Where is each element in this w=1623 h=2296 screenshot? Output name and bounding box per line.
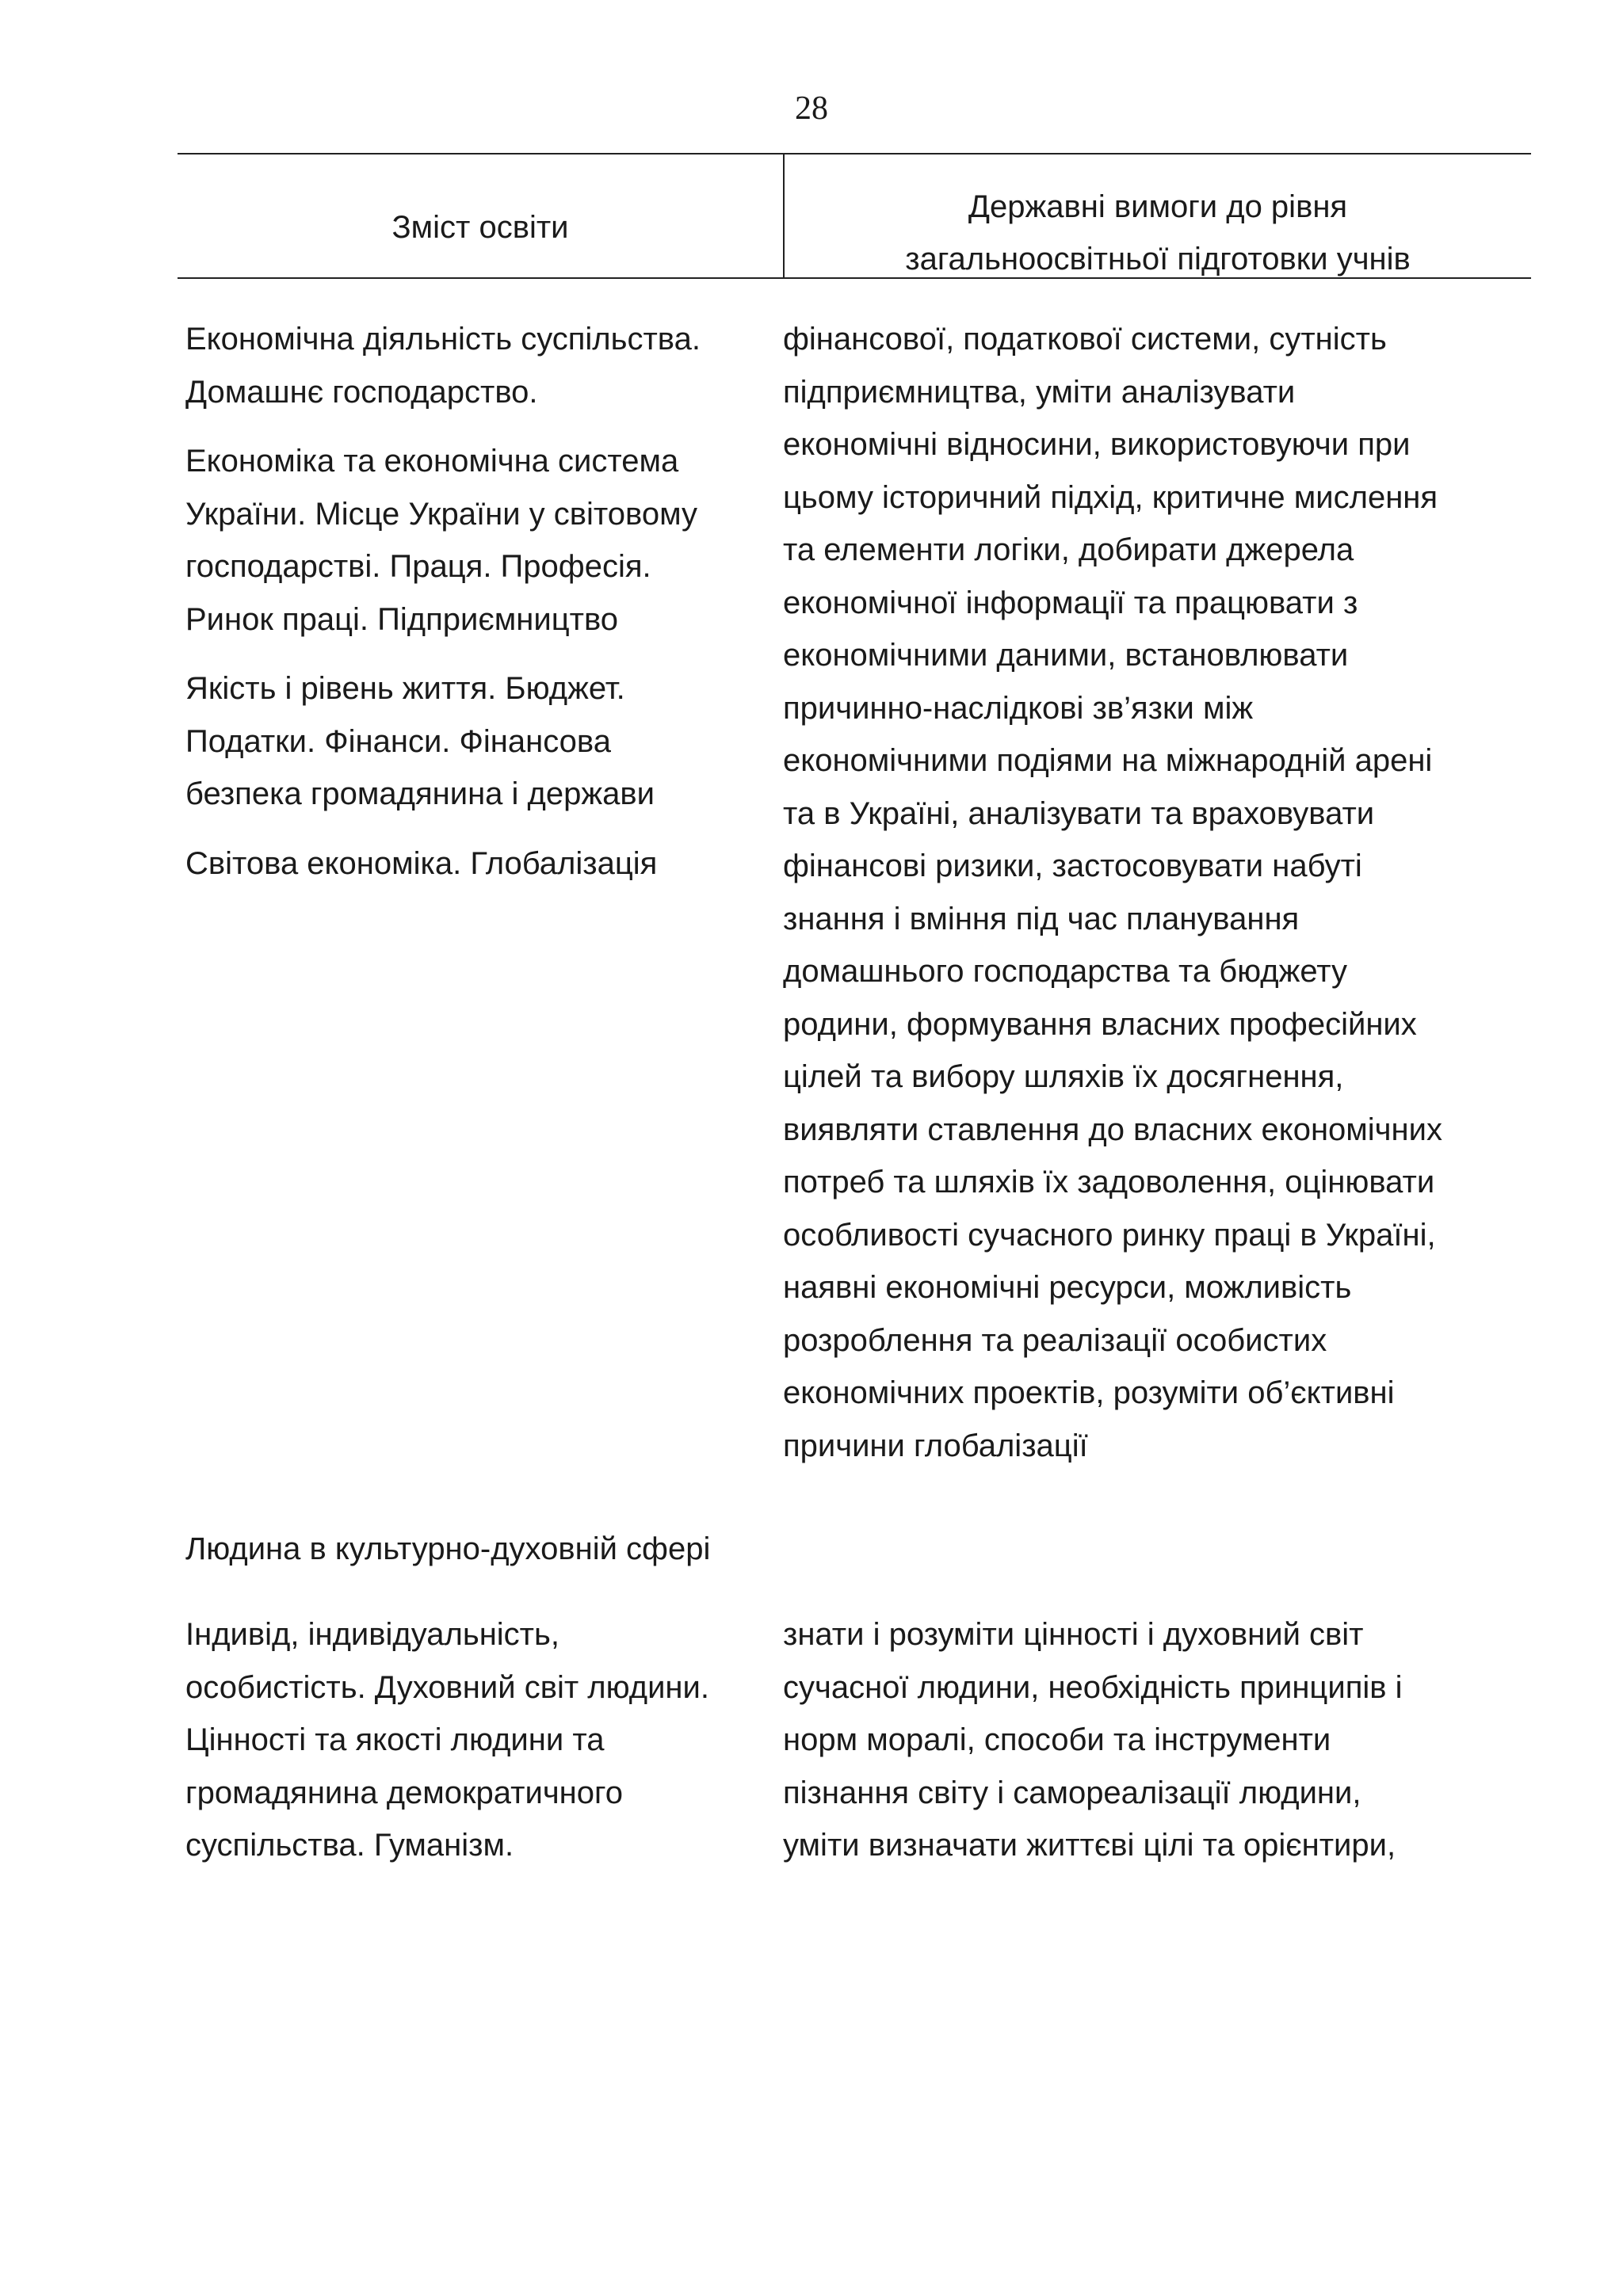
text-line: та в Україні, аналізувати та враховувати	[783, 795, 1375, 831]
text-line: економічної інформації та працювати з	[783, 585, 1358, 620]
text-line: норм моралі, способи та інструменти	[783, 1722, 1331, 1757]
text-line: цілей та вибору шляхів їх досягнення,	[783, 1059, 1344, 1094]
text-line: особистість. Духовний світ людини.	[185, 1669, 709, 1705]
text-line: економічних проектів, розуміти об’єктивні	[783, 1375, 1395, 1410]
row2-content-cell	[185, 1608, 709, 1872]
text-line: знати і розуміти цінності і духовний світ	[783, 1617, 1364, 1652]
header-requirements-column	[785, 181, 1531, 285]
header-requirements-line: Державні вимоги до рівня	[968, 189, 1348, 224]
text-line: України. Місце України у світовому	[185, 496, 698, 532]
content-paragraph	[185, 662, 701, 821]
text-line: фінансові ризики, застосовувати набуті	[783, 849, 1362, 883]
text-line: та елементи логіки, добирати джерела	[783, 532, 1354, 567]
text-line: Економічна діяльність суспільства.	[185, 322, 701, 357]
text-line: уміти визначати життєві цілі та орієнтири,	[783, 1828, 1396, 1863]
text-line: Світова економіка. Глобалізація	[185, 845, 658, 881]
text-line: причини глобалізації	[783, 1428, 1088, 1463]
text-line: підприємництва, уміти аналізувати	[783, 374, 1296, 410]
content-paragraph	[185, 837, 701, 891]
text-line: потреб та шляхів їх задоволення, оцінювати	[783, 1165, 1435, 1199]
text-line: Індивід, індивідуальність,	[185, 1617, 559, 1652]
text-line: Цінності та якості людини та	[185, 1722, 605, 1757]
text-line: причинно-наслідкові зв’язки між	[783, 690, 1254, 726]
page-number: 28	[795, 90, 828, 127]
header-content-column: Зміст освіти	[391, 210, 569, 245]
text-line: економічними даними, встановлювати	[783, 638, 1349, 673]
text-line: Домашнє господарство.	[185, 374, 538, 410]
content-paragraph	[185, 435, 701, 646]
text-line: безпека громадянина і держави	[185, 776, 655, 811]
text-line: господарстві. Праця. Професія.	[185, 549, 651, 584]
row1-content-cell	[185, 313, 701, 890]
table-top-rule	[178, 153, 1531, 154]
text-line: цьому історичний підхід, критичне мислення	[783, 479, 1438, 515]
text-line: розроблення та реалізації особистих	[783, 1322, 1327, 1358]
text-line: Ринок праці. Підприємництво	[185, 601, 618, 637]
text-line: пізнання світу і самореалізації людини,	[783, 1775, 1361, 1810]
content-paragraph	[185, 313, 701, 418]
text-line: Якість і рівень життя. Бюджет.	[185, 671, 625, 706]
text-line: особливості сучасного ринку праці в Україні,	[783, 1217, 1436, 1253]
text-line: родини, формування власних професійних	[783, 1006, 1417, 1042]
text-line: виявляти ставлення до власних економічних	[783, 1112, 1442, 1147]
text-line: економічними подіями на міжнародній арені	[783, 743, 1433, 778]
text-line: суспільства. Гуманізм.	[185, 1828, 514, 1863]
text-line: економічні відносини, використовуючи при	[783, 427, 1411, 462]
text-line: Податки. Фінанси. Фінансова	[185, 723, 611, 759]
text-line: Економіка та економічна система	[185, 444, 679, 479]
header-requirements-line: загальноосвітньої підготовки учнів	[905, 242, 1411, 277]
text-line: фінансової, податкової системи, сутність	[783, 322, 1387, 357]
text-line: домашнього господарства та бюджету	[783, 954, 1348, 989]
row2-requirements-cell	[783, 1608, 1402, 1872]
text-line: сучасної людини, необхідність принципів і	[783, 1669, 1403, 1705]
section-title: Людина в культурно-духовній сфері	[185, 1531, 711, 1566]
row1-requirements-cell	[783, 313, 1442, 1472]
text-line: громадянина демократичного	[185, 1775, 623, 1810]
text-line: наявні економічні ресурси, можливість	[783, 1270, 1352, 1305]
text-line: знання і вміння під час планування	[783, 901, 1300, 936]
